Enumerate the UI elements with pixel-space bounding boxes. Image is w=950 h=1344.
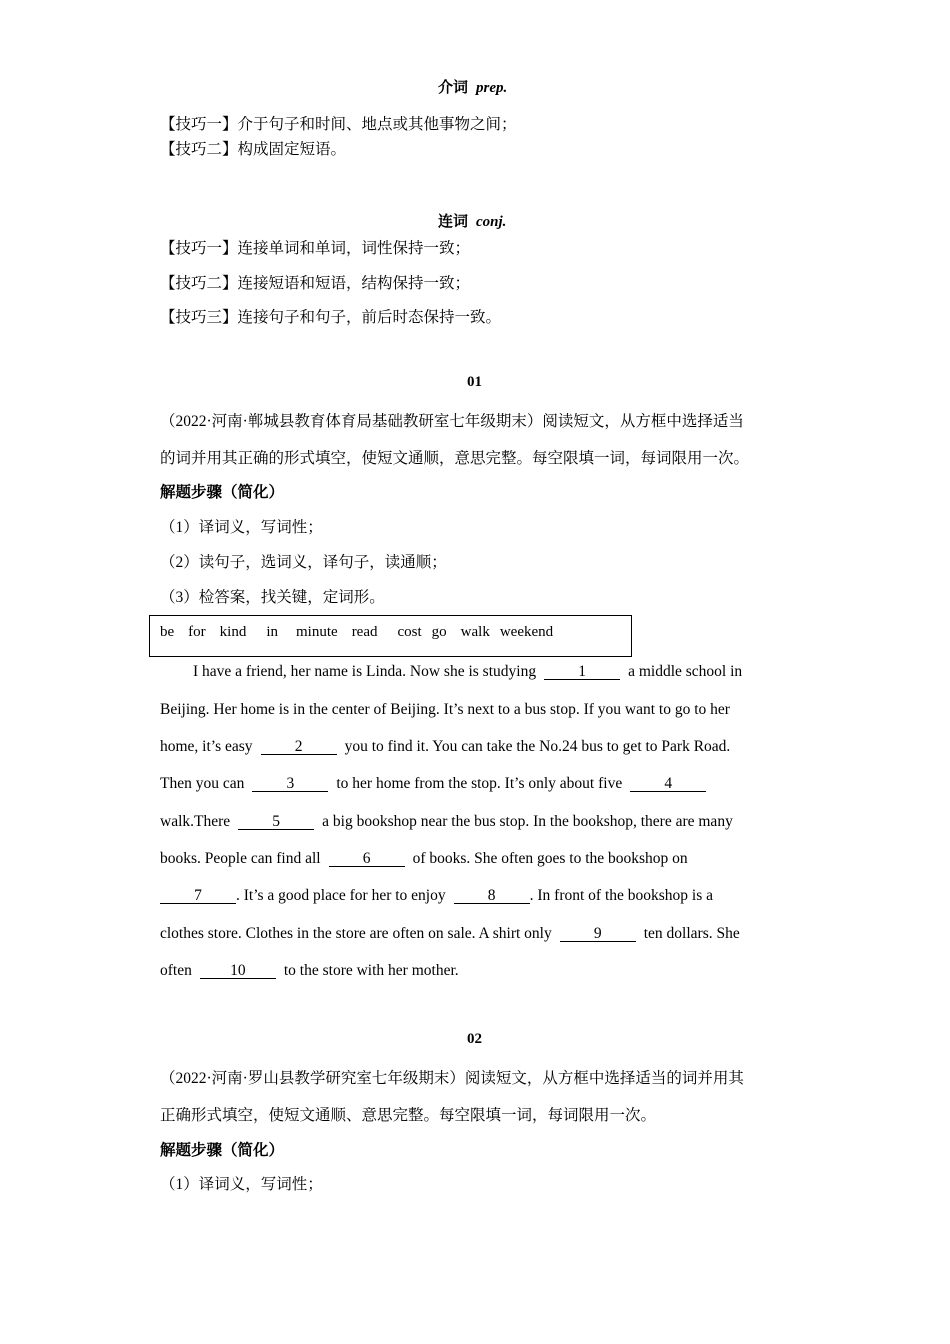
blank-6[interactable]: 6 — [329, 851, 405, 867]
passage-line-5: walk.There 5 a big bookshop near the bus stop. In the bookshop, there are many — [160, 813, 733, 830]
prep-tip-1: 【技巧一】介于句子和时间、地点或其他事物之间； — [160, 116, 517, 133]
passage-line-7: 7 . It’s a good place for her to enjoy 8 . In front of the bookshop is a — [160, 887, 713, 905]
q02-number: 02 — [467, 1031, 482, 1047]
prep-tip-2: 【技巧二】构成固定短语。 — [160, 141, 347, 158]
passage-line-9: often 10 to the store with her mother. — [160, 962, 459, 979]
q02-intro-line2: 正确形式填空，使短文通顺、意思完整。每空限填一词，每词限用一次。 — [160, 1107, 657, 1124]
q01-step-1: （1）译词义，写词性； — [160, 519, 323, 536]
blank-2[interactable]: 2 — [261, 739, 337, 755]
blank-8[interactable]: 8 — [454, 888, 530, 904]
blank-9[interactable]: 9 — [560, 926, 636, 942]
word-box-words — [160, 624, 567, 641]
conj-tip-3: 【技巧三】连接句子和句子，前后时态保持一致。 — [160, 309, 502, 326]
passage-line-4: Then you can 3 to her home from the stop. It’s only about five 4 — [160, 775, 714, 793]
blank-10[interactable]: 10 — [200, 963, 276, 979]
passage-line-8: clothes store. Clothes in the store are often on sale. A shirt only 9 ten dollars. She — [160, 925, 740, 942]
blank-4[interactable]: 4 — [630, 776, 706, 792]
q01-intro-line1: （2022·河南·郸城县教育体育局基础教研室七年级期末）阅读短文，从方框中选择适当 — [160, 413, 744, 430]
q01-number: 01 — [467, 374, 482, 390]
q02-step-1: （1）译词义，写词性； — [160, 1176, 323, 1193]
passage-line-2: Beijing. Her home is in the center of Beijing. It’s next to a bus stop. If you want to go to her — [160, 701, 730, 718]
passage-line-3: home, it’s easy 2 you to find it. You can take the No.24 bus to get to Park Road. — [160, 738, 731, 755]
q01-step-3: （3）检答案，找关键，定词形。 — [160, 589, 385, 606]
conj-tip-2: 【技巧二】连接短语和短语，结构保持一致； — [160, 275, 471, 292]
prep-title: 介词 prep. — [438, 80, 508, 96]
q01-step-2: （2）读句子，选词义，译句子，读通顺； — [160, 554, 447, 571]
q02-steps-title: 解题步骤（简化） — [160, 1142, 285, 1159]
word-read: read — [351, 624, 378, 640]
word-be: be — [160, 624, 175, 640]
q02-intro-line1: （2022·河南·罗山县教学研究室七年级期末）阅读短文，从方框中选择适当的词并用其 — [160, 1070, 744, 1087]
q01-steps-title: 解题步骤（简化） — [160, 484, 285, 501]
word-go: go — [431, 624, 447, 640]
q01-intro-line2: 的词并用其正确的形式填空，使短文通顺，意思完整。每空限填一词，每词限用一次。 — [160, 450, 750, 467]
word-weekend: weekend — [499, 624, 554, 640]
passage-line-1: I have a friend, her name is Linda. Now she is studying 1 a middle school in — [193, 663, 743, 680]
blank-7[interactable]: 7 — [160, 888, 236, 904]
conj-title: 连词 conj. — [438, 214, 507, 230]
blank-5[interactable]: 5 — [238, 814, 314, 830]
passage-line-6: books. People can find all 6 of books. She often goes to the bookshop on — [160, 850, 688, 867]
word-cost: cost — [397, 624, 422, 640]
word-for: for — [188, 624, 206, 640]
word-walk: walk — [460, 624, 490, 640]
word-in: in — [266, 624, 279, 640]
word-kind: kind — [219, 624, 247, 640]
blank-3[interactable]: 3 — [252, 776, 328, 792]
conj-tip-1: 【技巧一】连接单词和单词，词性保持一致； — [160, 240, 471, 257]
word-minute: minute — [296, 624, 338, 640]
blank-1[interactable]: 1 — [544, 664, 620, 680]
